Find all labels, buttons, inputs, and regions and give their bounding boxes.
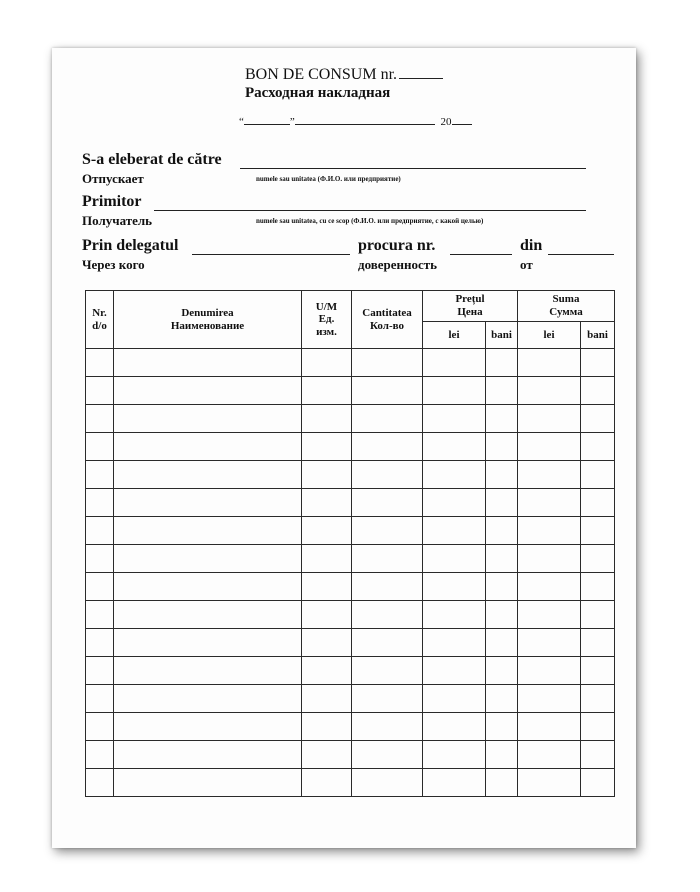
name-cell[interactable] [114,377,302,405]
date-year-prefix: 20 [440,116,452,128]
price-bani-cell[interactable] [486,657,518,685]
nr-cell[interactable] [86,405,114,433]
quantity-cell[interactable] [352,405,423,433]
unit-cell[interactable] [302,489,352,517]
nr-cell[interactable] [86,489,114,517]
price-bani-cell[interactable] [486,769,518,797]
sum-bani-cell[interactable] [581,517,615,545]
sum-bani-cell[interactable] [581,769,615,797]
unit-cell[interactable] [302,741,352,769]
table-row [86,629,615,657]
unit-cell[interactable] [302,601,352,629]
col-header-quantity-ro: Cantitatea [362,306,412,319]
sum-lei-cell[interactable] [518,657,581,685]
sum-lei-cell[interactable] [518,769,581,797]
col-header-price-ru: Цена [457,306,483,318]
price-bani-cell[interactable] [486,461,518,489]
quantity-cell[interactable] [352,685,423,713]
unit-cell[interactable] [302,433,352,461]
price-lei-cell[interactable] [423,405,486,433]
nr-cell[interactable] [86,517,114,545]
col-header-unit-ru1: Ед. [318,313,335,326]
quantity-cell[interactable] [352,517,423,545]
name-cell[interactable] [114,545,302,573]
price-bani-cell[interactable] [486,741,518,769]
sum-lei-cell[interactable] [518,405,581,433]
price-bani-cell[interactable] [486,713,518,741]
sum-lei-cell[interactable] [518,377,581,405]
unit-cell[interactable] [302,517,352,545]
col-header-nr [86,291,114,349]
price-lei-cell[interactable] [423,601,486,629]
nr-cell[interactable] [86,377,114,405]
price-bani-cell[interactable] [486,601,518,629]
name-cell[interactable] [114,433,302,461]
sum-lei-cell[interactable] [518,349,581,377]
sum-bani-cell[interactable] [581,377,615,405]
nr-cell[interactable] [86,601,114,629]
sum-lei-cell[interactable] [518,517,581,545]
sum-lei-cell[interactable] [518,741,581,769]
date-open-quote: “ [239,116,244,128]
sum-bani-cell[interactable] [581,629,615,657]
price-bani-cell[interactable] [486,629,518,657]
quantity-cell[interactable] [352,349,423,377]
sum-lei-cell[interactable] [518,573,581,601]
col-header-name-ro: Denumirea [181,306,234,319]
nr-cell[interactable] [86,545,114,573]
table-row [86,349,615,377]
nr-cell[interactable] [86,573,114,601]
date-year-blank[interactable] [452,115,472,125]
price-lei-cell[interactable] [423,741,486,769]
form-title-ro [245,66,443,84]
unit-cell[interactable] [302,349,352,377]
date-close-quote: ” [289,116,295,128]
sum-bani-cell[interactable] [581,349,615,377]
unit-cell[interactable] [302,545,352,573]
quantity-cell[interactable] [352,657,423,685]
name-cell[interactable] [114,349,302,377]
sum-bani-cell[interactable] [581,685,615,713]
issued-by-label-ro: S-a eleberat de către [82,151,222,168]
col-header-quantity-ru: Кол-во [370,319,404,332]
name-cell[interactable] [114,573,302,601]
table-row [86,377,615,405]
table-row [86,545,615,573]
quantity-cell[interactable] [352,545,423,573]
price-lei-cell[interactable] [423,433,486,461]
name-cell[interactable] [114,769,302,797]
quantity-cell[interactable] [352,601,423,629]
price-lei-cell[interactable] [423,713,486,741]
nr-cell[interactable] [86,769,114,797]
sum-lei-cell[interactable] [518,545,581,573]
table-row [86,517,615,545]
table-row [86,741,615,769]
proxy-number-field[interactable] [450,254,512,255]
col-header-sum-ru: Сумма [549,306,583,318]
issued-by-field[interactable] [240,168,586,169]
delegate-label-ru: Через кого [82,257,145,272]
quantity-cell[interactable] [352,433,423,461]
sum-bani-cell[interactable] [581,461,615,489]
col-header-name [114,291,302,349]
table-row [86,433,615,461]
recipient-label-ru: Получатель [82,213,153,228]
unit-cell[interactable] [302,573,352,601]
form-number-blank[interactable] [399,78,443,79]
table-row [86,405,615,433]
quantity-cell[interactable] [352,573,423,601]
unit-cell[interactable] [302,405,352,433]
items-table-body [86,349,615,797]
sum-lei-cell[interactable] [518,433,581,461]
name-cell[interactable] [114,657,302,685]
issued-by-hint: numele sau unitatea (Ф.И.О. или предприятие) [256,175,401,183]
price-lei-cell[interactable] [423,629,486,657]
issued-by-label-ru: Отпускает [82,171,144,186]
nr-cell[interactable] [86,685,114,713]
sum-bani-cell[interactable] [581,601,615,629]
table-row [86,601,615,629]
sum-bani-cell[interactable] [581,573,615,601]
nr-cell[interactable] [86,657,114,685]
nr-cell[interactable] [86,741,114,769]
col-header-unit-ru2: изм. [316,325,337,338]
quantity-cell[interactable] [352,741,423,769]
form-title-ro-text: BON DE CONSUM nr. [245,66,398,83]
table-row [86,769,615,797]
price-bani-cell[interactable] [486,349,518,377]
sum-bani-cell[interactable] [581,545,615,573]
name-cell[interactable] [114,517,302,545]
sum-lei-cell[interactable] [518,713,581,741]
price-lei-cell[interactable] [423,573,486,601]
col-header-sum-lei: lei [518,322,581,349]
price-lei-cell[interactable] [423,685,486,713]
price-bani-cell[interactable] [486,489,518,517]
price-lei-cell[interactable] [423,517,486,545]
name-cell[interactable] [114,601,302,629]
price-lei-cell[interactable] [423,769,486,797]
sum-lei-cell[interactable] [518,489,581,517]
table-row [86,461,615,489]
col-header-name-ru: Наименование [170,319,245,332]
sum-bani-cell[interactable] [581,489,615,517]
quantity-cell[interactable] [352,769,423,797]
quantity-cell[interactable] [352,713,423,741]
price-lei-cell[interactable] [423,545,486,573]
sum-bani-cell[interactable] [581,741,615,769]
name-cell[interactable] [114,405,302,433]
price-lei-cell[interactable] [423,377,486,405]
quantity-cell[interactable] [352,461,423,489]
sum-lei-cell[interactable] [518,461,581,489]
col-header-unit [302,291,352,349]
col-header-price-ro: Prețul [455,293,485,306]
sum-lei-cell[interactable] [518,601,581,629]
sum-bani-cell[interactable] [581,433,615,461]
name-cell[interactable] [114,685,302,713]
unit-cell[interactable] [302,685,352,713]
recipient-hint: numele sau unitatea, cu ce scop (Ф.И.О. или предприятие, с какой целью) [256,217,484,225]
date-month-blank[interactable] [295,115,435,125]
from-label-ro: din [520,237,543,254]
col-header-quantity [352,291,423,349]
sum-lei-cell[interactable] [518,629,581,657]
unit-cell[interactable] [302,377,352,405]
name-cell[interactable] [114,489,302,517]
proxy-label-ru: доверенность [358,257,438,272]
price-bani-cell[interactable] [486,405,518,433]
unit-cell[interactable] [302,769,352,797]
price-bani-cell[interactable] [486,517,518,545]
delegate-field[interactable] [192,254,350,255]
quantity-cell[interactable] [352,489,423,517]
unit-cell[interactable] [302,629,352,657]
quantity-cell[interactable] [352,629,423,657]
price-bani-cell[interactable] [486,377,518,405]
form-title-ru: Расходная накладная [245,85,391,101]
col-header-sum-bani: bani [581,322,615,349]
col-header-price-bani: bani [486,322,518,349]
name-cell[interactable] [114,629,302,657]
sum-bani-cell[interactable] [581,657,615,685]
table-row [86,713,615,741]
name-cell[interactable] [114,741,302,769]
price-lei-cell[interactable] [423,489,486,517]
nr-cell[interactable] [86,461,114,489]
col-header-nr-ro: Nr. [92,306,107,319]
proxy-label-ro: procura nr. [358,237,436,254]
price-lei-cell[interactable] [423,461,486,489]
col-header-unit-ro: U/M [315,300,338,313]
price-bani-cell[interactable] [486,433,518,461]
sum-lei-cell[interactable] [518,685,581,713]
unit-cell[interactable] [302,461,352,489]
date-line [239,115,472,128]
quantity-cell[interactable] [352,377,423,405]
date-day-blank[interactable] [244,115,290,125]
from-label-ru: от [520,257,533,272]
price-bani-cell[interactable] [486,685,518,713]
nr-cell[interactable] [86,433,114,461]
table-row [86,489,615,517]
recipient-label-ro: Primitor [82,193,142,210]
col-header-price [423,291,518,322]
table-row [86,657,615,685]
delegate-label-ro: Prin delegatul [82,237,179,254]
unit-cell[interactable] [302,657,352,685]
price-lei-cell[interactable] [423,657,486,685]
items-table [85,290,615,797]
col-header-price-lei: lei [423,322,486,349]
unit-cell[interactable] [302,713,352,741]
name-cell[interactable] [114,461,302,489]
price-bani-cell[interactable] [486,545,518,573]
proxy-date-field[interactable] [548,254,614,255]
nr-cell[interactable] [86,629,114,657]
consumption-voucher-form [52,48,636,848]
sum-bani-cell[interactable] [581,713,615,741]
col-header-sum [518,291,615,322]
price-bani-cell[interactable] [486,573,518,601]
col-header-nr-ru: d/o [92,319,107,332]
nr-cell[interactable] [86,713,114,741]
name-cell[interactable] [114,713,302,741]
price-lei-cell[interactable] [423,349,486,377]
table-row [86,685,615,713]
table-row [86,573,615,601]
sum-bani-cell[interactable] [581,405,615,433]
col-header-sum-ro: Suma [552,293,580,306]
nr-cell[interactable] [86,349,114,377]
recipient-field[interactable] [154,210,586,211]
